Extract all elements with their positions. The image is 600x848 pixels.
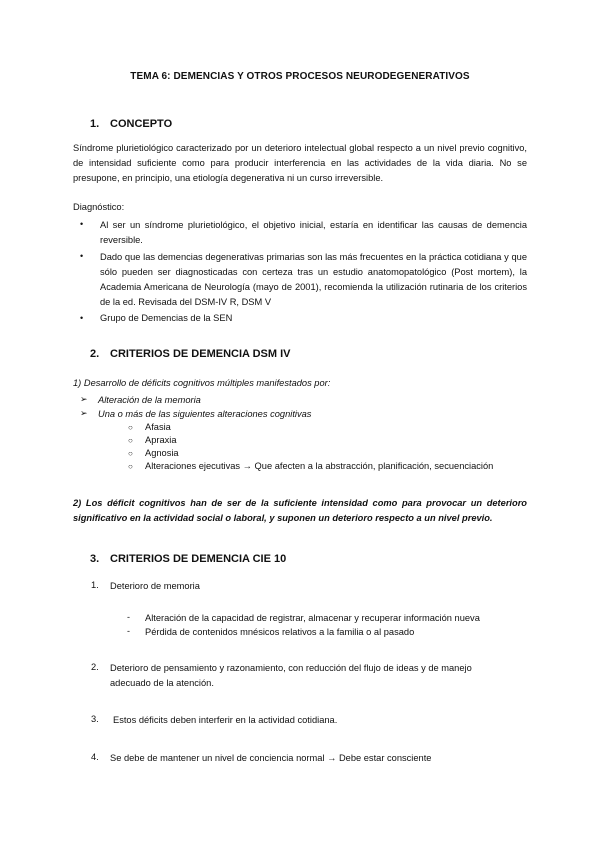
cognitive-item-agnosia: Agnosia: [145, 448, 179, 458]
section-3-number: 3.: [90, 553, 100, 565]
dash-bullet-icon: -: [127, 612, 130, 622]
arrow-bullet-icon: ➢: [80, 394, 88, 404]
bullet-icon: •: [80, 313, 84, 323]
item-number: 4.: [91, 752, 99, 762]
cie-item-3: Estos déficits deben interferir en la actividad cotidiana.: [113, 715, 338, 725]
cie-item-4: Se debe de mantener un nivel de conciencia normal → Debe estar consciente: [110, 753, 432, 763]
section-2-number: 2.: [90, 348, 100, 360]
circle-bullet-icon: ○: [128, 449, 133, 458]
document-title: TEMA 6: DEMENCIAS Y OTROS PROCESOS NEURODEGENERATIVOS: [130, 71, 470, 82]
section-1-heading: [90, 118, 172, 130]
cie-subitem-1: Alteración de la capacidad de registrar, almacenar y recuperar información nueva: [145, 613, 480, 623]
dash-bullet-icon: -: [127, 626, 130, 636]
cie-item-1: Deterioro de memoria: [110, 581, 200, 591]
item-number: 1.: [91, 580, 99, 590]
section-1-title: CONCEPTO: [110, 118, 173, 130]
arrow-bullet-icon: ➢: [80, 408, 88, 418]
diagnosis-bullet-2: Dado que las demencias degenerativas primarias son las más frecuentes en la práctica cotidiana y que sólo pueden ser diagnosticadas con certeza tras un estudio anatomopatológico (Post mortem), la Academia Americana de Neurología (mayo de 2001), recomienda la utilización rutinaria de los criterios de la ed. Revisada del DSM-IV R, DSM V: [100, 252, 527, 307]
section-1-number: 1.: [90, 118, 100, 130]
section-3-title: CRITERIOS DE DEMENCIA CIE 10: [110, 553, 287, 565]
diagnosis-label: Diagnóstico:: [73, 202, 125, 212]
cognitive-item-ejecutivas: Alteraciones ejecutivas → Que afecten a la abstracción, planificación, secuenciación: [145, 461, 494, 471]
diagnosis-bullet-3: Grupo de Demencias de la SEN: [100, 313, 233, 323]
cie-subitem-2: Pérdida de contenidos mnésicos relativos a la familia o al pasado: [145, 627, 415, 637]
circle-bullet-icon: ○: [128, 436, 133, 445]
circle-bullet-icon: ○: [128, 462, 133, 471]
diagnosis-bullet-1: Al ser un síndrome plurietiológico, el objetivo inicial, estaría en identificar las causas de demencia reversible.: [100, 220, 527, 245]
cie-item-2: Deterioro de pensamiento y razonamiento, con reducción del flujo de ideas y de manejo adecuado de la atención.: [110, 663, 472, 688]
dsm-arrow-item-1: Alteración de la memoria: [98, 395, 201, 405]
item-number: 2.: [91, 662, 99, 672]
item-number: 3.: [91, 714, 99, 724]
bullet-icon: •: [80, 251, 84, 261]
circle-bullet-icon: ○: [128, 423, 133, 432]
cognitive-item-apraxia: Apraxia: [145, 435, 177, 445]
section-2-heading: [90, 348, 291, 360]
concept-paragraph: Síndrome plurietiológico caracterizado por un deterioro intelectual global respecto a un nivel previo cognitivo, de intensidad suficiente como para producir interferencia en las actividades de la vida diaria. No se presupone, en principio, una etiología degenerativa ni un curso irreversible.: [73, 143, 527, 183]
cognitive-item-afasia: Afasia: [145, 422, 171, 432]
dsm-arrow-item-2: Una o más de las siguientes alteraciones cognitivas: [98, 409, 312, 419]
section-2-title: CRITERIOS DE DEMENCIA DSM IV: [110, 348, 291, 360]
section-3-heading: [90, 553, 286, 565]
dsm-criterion-1: 1) Desarrollo de déficits cognitivos múltiples manifestados por:: [73, 378, 331, 388]
dsm-criterion-2: 2) Los déficit cognitivos han de ser de la suficiente intensidad como para provocar un deterioro significativo en la actividad social o laboral, y suponen un deterioro respecto a un nivel previo.: [73, 498, 527, 523]
bullet-icon: •: [80, 219, 84, 229]
